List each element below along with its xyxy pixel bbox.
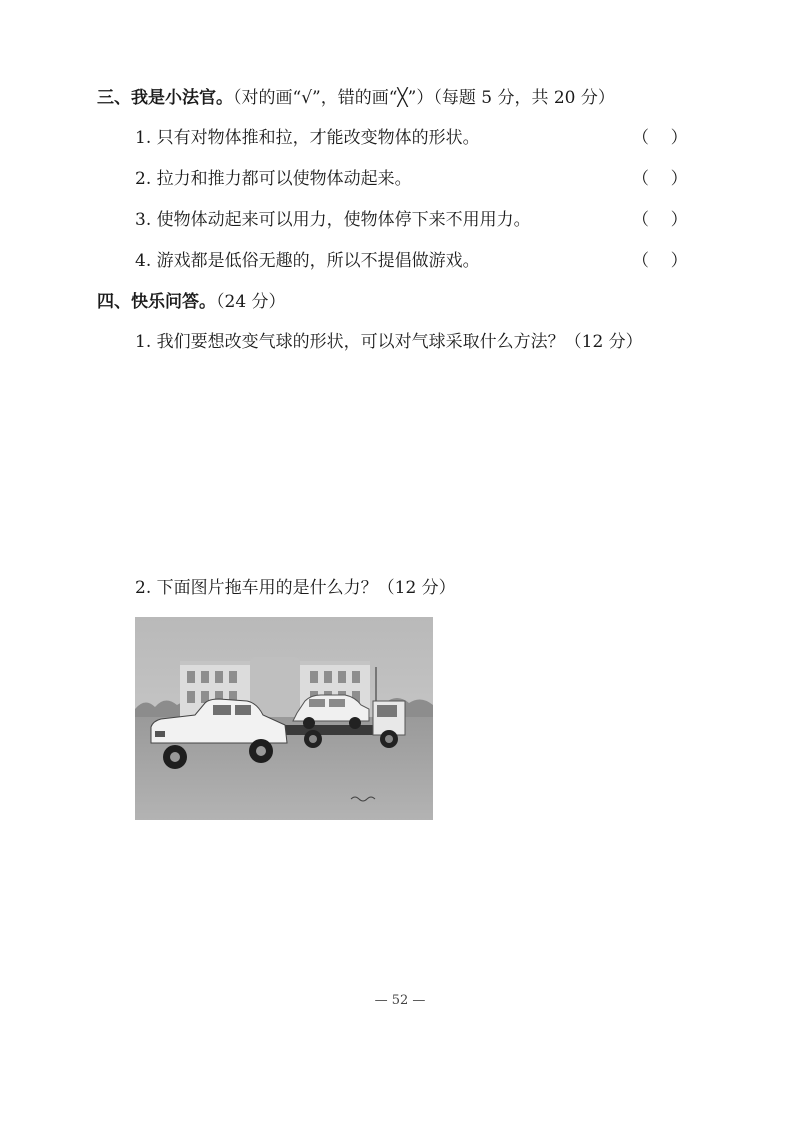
section4-note: （24 分） — [216, 292, 286, 312]
question-3-2: 2. 拉力和推力都可以使物体动起来。 — [135, 169, 412, 189]
section3-title: 三、我是小法官。 — [97, 88, 233, 108]
section4-heading — [97, 292, 286, 312]
question-3-1: 1. 只有对物体推和拉，才能改变物体的形状。 — [135, 128, 480, 148]
section3-heading — [97, 88, 615, 108]
question-3-3: 3. 使物体动起来可以用力，使物体停下来不用用力。 — [135, 210, 531, 230]
section3-note: （对的画“√”，错的画“╳”）（每题 5 分，共 20 分） — [233, 88, 615, 108]
answer-blank-3-1[interactable]: （ ） — [632, 128, 688, 148]
question-4-2: 2. 下面图片拖车用的是什么力？（12 分） — [135, 578, 456, 598]
page-number: — 52 — — [374, 993, 426, 1008]
answer-blank-3-2[interactable]: （ ） — [632, 169, 688, 189]
answer-blank-3-4[interactable]: （ ） — [632, 251, 688, 271]
section4-title: 四、快乐问答。 — [97, 292, 216, 312]
question-4-1: 1. 我们要想改变气球的形状，可以对气球采取什么方法？（12 分） — [135, 332, 643, 352]
answer-blank-3-3[interactable]: （ ） — [632, 210, 688, 230]
question-3-4: 4. 游戏都是低俗无趣的，所以不提倡做游戏。 — [135, 251, 480, 271]
tow-truck-photo — [135, 617, 433, 820]
